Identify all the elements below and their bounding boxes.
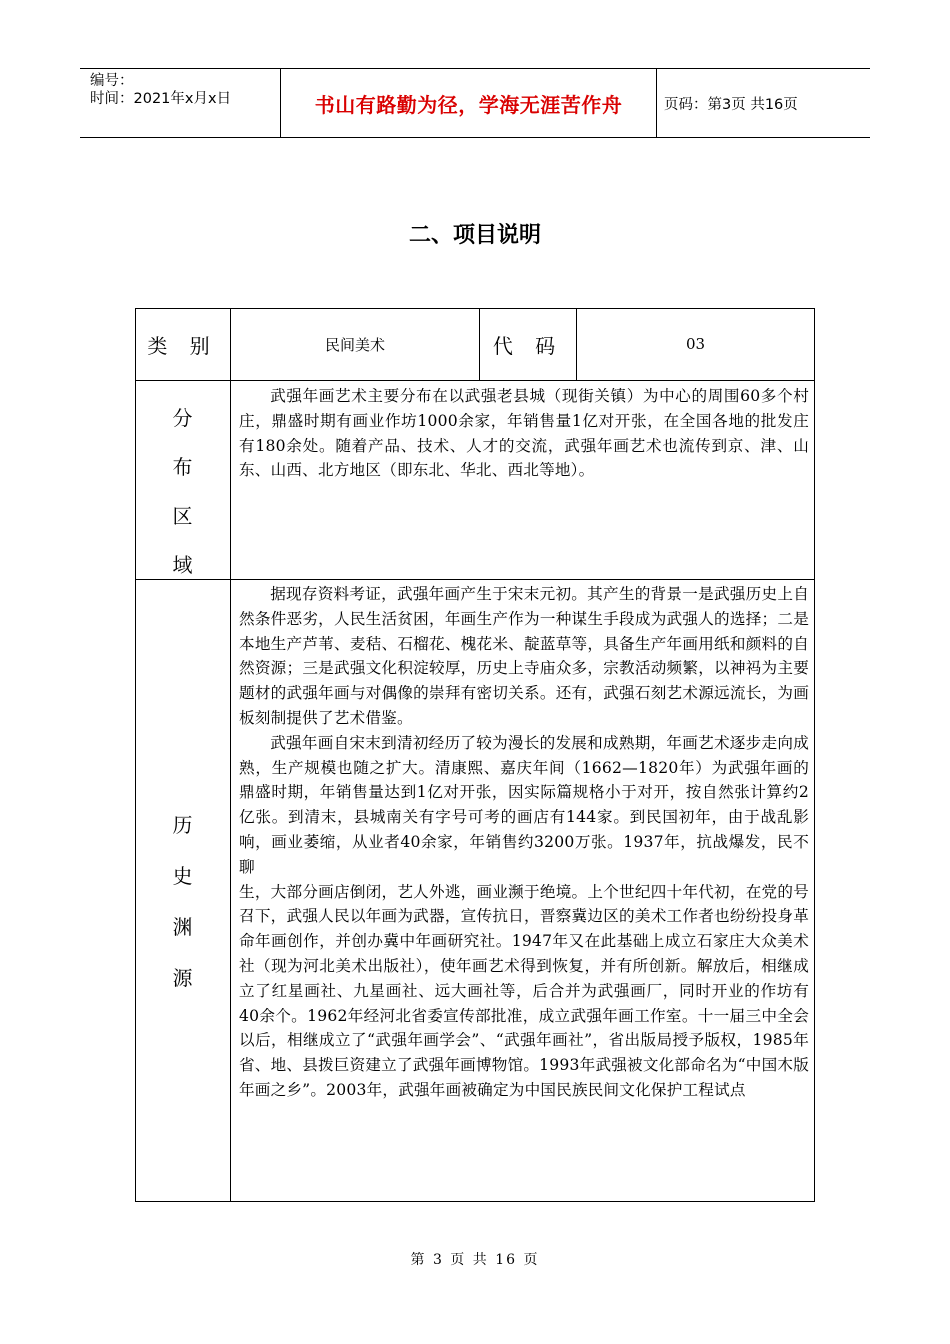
distribution-label	[135, 394, 230, 590]
history-text	[239, 582, 809, 1103]
header-motto: 书山有路勤为径，学海无涯苦作舟	[314, 92, 623, 117]
page-header	[80, 68, 870, 138]
category-label: 类 别	[147, 333, 218, 358]
distribution-label-char: 区	[172, 504, 193, 528]
distribution-text	[239, 384, 809, 483]
history-label-char: 渊	[172, 915, 193, 939]
table-border	[814, 308, 815, 1202]
code-label: 代 码	[492, 333, 564, 358]
page-footer: 第 3 页 共 16 页	[410, 1252, 540, 1268]
table-border	[135, 1201, 815, 1202]
distribution-paragraph: 武强年画艺术主要分布在以武强老县城（现街关镇）为中心的周围60多个村庄，鼎盛时期有画业作坊1000余家，年销售量1亿对开张，在全国各地的批发庄有180余处。随着产品、技术、人才的交流，武强年画艺术也流传到京、津、山东、山西、北方地区（即东北、华北、西北等地）。	[239, 387, 809, 480]
history-paragraph: 据现存资料考证，武强年画产生于宋末元初。其产生的背景一是武强历史上自然条件恶劣，人民生活贫困，年画生产作为一种谋生手段成为武强人的选择；二是本地生产芦苇、麦秸、石榴花、槐花米、靛蓝草等，具备生产年画用纸和颜料的自然资源；三是武强文化积淀较厚，历史上寺庙众多，宗教活动频繁，以神祃为主要题材的武强年画与对偶像的崇拜有密切关系。还有，武强石刻艺术源远流长，为画板刻制提供了艺术借鉴。	[239, 585, 809, 727]
history-label	[135, 800, 230, 1004]
history-label-char: 源	[172, 966, 193, 990]
table-col-divider	[230, 308, 231, 1202]
table-row-header	[135, 308, 815, 380]
history-paragraph: 武强年画自宋末到清初经历了较为漫长的发展和成熟期，年画艺术逐步走向成熟，生产规模也随之扩大。清康熙、嘉庆年间（1662—1820年）为武强年画的鼎盛时期，年销售量达到1亿对开张，因实际篇规格小于对开，按自然张计算约2亿张。到清末，县城南关有字号可考的画店有144家。到民国初年，由于战乱影响，画业萎缩，从业者40余家，年销售约3200万张。1937年，抗战爆发，民不聊	[239, 733, 809, 876]
header-divider	[656, 69, 657, 137]
time-label: 时间：2021年x月x日	[90, 91, 232, 107]
category-value: 民间美术	[324, 335, 385, 354]
distribution-label-char: 布	[172, 455, 193, 479]
distribution-label-char: 分	[172, 406, 193, 430]
history-paragraph: 生，大部分画店倒闭，艺人外逃，画业濒于绝境。上个世纪四十年代初，在党的号召下，武强人民以年画为武器，宣传抗日，晋察冀边区的美术工作者也纷纷投身革命年画创作，并创办冀中年画研究社。1947年又在此基础上成立石家庄大众美术社（现为河北美术出版社），使年画艺术得到恢复，并有所创新。解放后，相继成立了红星画社、九星画社、远大画社等，后合并为武强画厂，同时开业的作坊有40余个。1962年经河北省委宣传部批准，成立武强年画工作室。十一届三中全会以后，相继成立了“武强年画学会”、“武强年画社”，省出版局授予版权，1985年省、地、县拨巨资建立了武强年画博物馆。1993年武强被文化部命名为“中国木版年画之乡”。2003年，武强年画被确定为中国民族民间文化保护工程试点	[239, 882, 809, 1099]
table-row-divider	[135, 380, 815, 381]
code-label: 编号：	[90, 73, 134, 89]
code-value: 03	[685, 335, 706, 353]
distribution-label-char: 域	[172, 553, 193, 577]
history-label-char: 历	[172, 813, 193, 837]
section-title: 二、项目说明	[408, 223, 541, 248]
header-page-info: 页码：第3页 共16页	[664, 97, 798, 113]
project-table	[135, 308, 815, 1202]
header-meta	[90, 72, 282, 108]
history-label-char: 史	[172, 864, 193, 888]
table-row-divider	[135, 579, 815, 580]
